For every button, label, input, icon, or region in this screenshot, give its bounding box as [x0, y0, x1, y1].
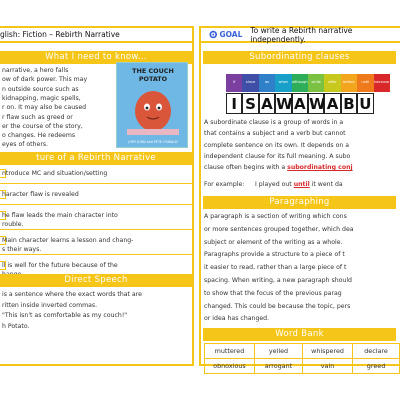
left-title-text: glish: Fiction – Rebirth Narrative: [0, 30, 120, 39]
couch-potato-book-cover: [116, 62, 188, 148]
word-bank-cell: whispered: [303, 344, 353, 359]
target-icon: [209, 30, 217, 39]
intro-line: narrative, a hero falls: [2, 67, 69, 74]
intro-line: er the course of the story,: [2, 122, 83, 130]
subordinating-word: until: [357, 74, 373, 92]
features-header: ture of a Rebirth Narrative: [0, 152, 192, 165]
feature-text: rouble.: [2, 221, 24, 228]
subordinate-line: independent clause for its full meaning. A subo: [204, 152, 351, 160]
goal-text: To write a Rebirth narrative independently.: [250, 25, 353, 44]
mnemonic-letter: A: [292, 93, 308, 114]
word-bank-cell: yelled: [254, 344, 302, 359]
paragraph-line: Paragraphs provide a structure to a piece of t: [204, 251, 345, 259]
intro-line: r on. It may also be caused: [2, 104, 87, 112]
intro-line: eyes of others.: [2, 141, 49, 149]
word-bank-cell: muttered: [205, 344, 255, 359]
speech-line: h Potato.: [2, 322, 30, 330]
paragraph-line: spacing. When writing, a new paragraph should: [204, 277, 352, 284]
word-bank-cell: greed: [353, 359, 400, 374]
feature-step: [0, 187, 192, 205]
subordinating-words-strip: [226, 74, 390, 92]
goal-label: GOAL: [219, 30, 243, 39]
feature-text: ntroduce MC and situation/setting: [2, 170, 108, 177]
paragraph-line: subject or element of the writing as a whole.: [204, 238, 343, 246]
subordinating-clauses-header: Subordinating clauses: [203, 51, 396, 64]
what-i-need-to-know-header: What I need to know...: [0, 51, 192, 64]
speech-line: is a sentence where the exact words that are: [2, 291, 142, 298]
subordinating-conj-highlight: subordinating conj: [287, 164, 353, 172]
mnemonic-letter: A: [259, 93, 275, 114]
subordinate-line: complete sentence on its own. It depends on a: [204, 141, 350, 149]
feature-text: haracter flaw is revealed: [2, 191, 79, 198]
intro-line: n outside source such as: [2, 85, 79, 93]
subordinating-word: while: [308, 74, 324, 92]
mnemonic-letter: S: [242, 93, 258, 114]
subordinating-word: when: [275, 74, 291, 92]
paragraph-line: to show that the focus of the previous parag: [204, 289, 342, 297]
mnemonic-letter: I: [226, 93, 242, 114]
intro-line: r flaw such as greed or: [2, 113, 73, 121]
feature-text: Main character learns a lesson and chang-: [2, 237, 134, 244]
word-bank-table: [204, 343, 400, 374]
paragraph-line: it easier to read, rather than a large piece of t: [204, 264, 347, 272]
paragraph-line: or idea has changed.: [204, 315, 270, 323]
feature-step: [0, 166, 192, 184]
book-title: THE COUCH POTATO: [132, 67, 174, 83]
isawawabu-letters: [226, 93, 374, 114]
subordinate-line: that contains a subject and a verb but cannot: [204, 130, 346, 138]
subordinate-line: A subordinate clause is a group of words in a: [204, 119, 344, 126]
word-bank-header: Word Bank: [203, 328, 396, 341]
intro-line: o changes. He redeems: [2, 132, 76, 140]
feature-text: s their ways.: [2, 246, 42, 253]
subordinating-word: before: [341, 74, 357, 92]
word-bank-cell: declare: [353, 344, 400, 359]
subordinate-line: clause often begins with a subordinating conj: [204, 164, 353, 172]
feature-text: ll is well for the future because of the: [2, 262, 118, 269]
subordinating-word: after: [324, 74, 340, 92]
example-highlight: until: [293, 181, 310, 188]
mnemonic-letter: W: [276, 95, 293, 113]
word-bank-cell: obnoxious: [205, 359, 255, 374]
left-panel-title: [0, 28, 192, 43]
subordinating-word: as: [259, 74, 275, 92]
speech-line: ritten inside inverted commas.: [2, 301, 98, 309]
paragraphing-header: Paragraphing: [203, 196, 396, 209]
paragraph-line: or more sentences grouped together, which dea: [204, 225, 354, 233]
paragraph-line: A paragraph is a section of writing which cons: [204, 213, 347, 220]
example-label: For example:: [204, 181, 245, 188]
intro-line: ow of dark power. This may: [2, 76, 88, 84]
mnemonic-letter: A: [324, 93, 340, 114]
intro-line: kidnapping, magic spells,: [2, 94, 81, 102]
feature-step: [0, 233, 192, 255]
mnemonic-letter: U: [357, 93, 373, 114]
potato-illustration: [117, 63, 189, 149]
paragraph-line: changed. This could be because the topic, pers: [204, 302, 351, 310]
feature-text: he flaw leads the main character into: [2, 212, 118, 219]
subordinating-word: although: [292, 74, 308, 92]
word-bank-cell: arrogant: [254, 359, 302, 374]
speech-line: "This isn't as comfortable as my couch!": [2, 312, 128, 319]
subordinating-word: since: [242, 74, 258, 92]
book-authors: JORY JOHN and PETE OSWALD: [128, 140, 178, 144]
word-bank-cell: vain: [303, 359, 353, 374]
feature-step: [0, 208, 192, 230]
mnemonic-letter: B: [341, 93, 357, 114]
direct-speech-header: Direct Speech: [0, 274, 192, 287]
subordinating-word: if: [226, 74, 242, 92]
goal-bar: [201, 25, 400, 44]
subordinating-word: because: [374, 74, 390, 92]
example-sentence: I played out until it went da: [255, 181, 343, 188]
mnemonic-letter: W: [308, 95, 326, 113]
